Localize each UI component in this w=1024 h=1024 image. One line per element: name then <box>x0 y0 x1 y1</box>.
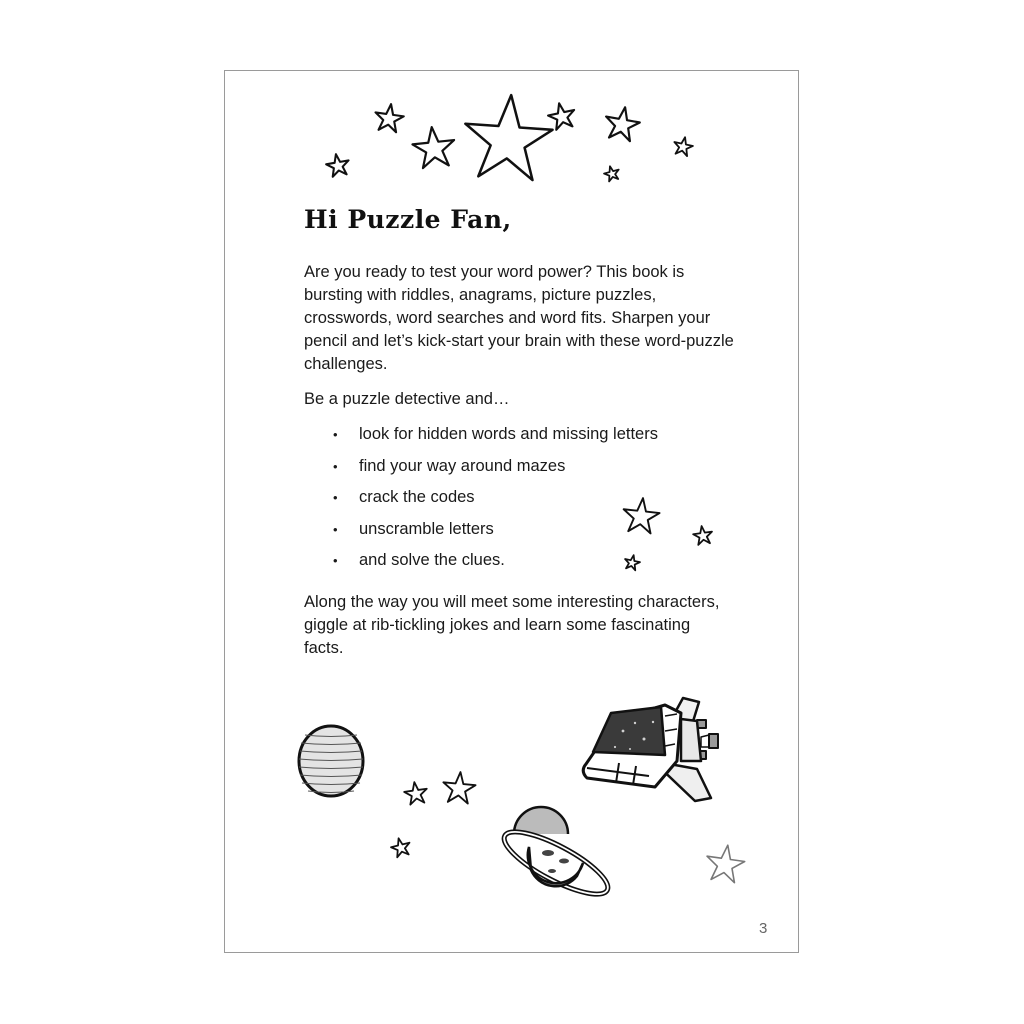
star-icon <box>389 836 412 858</box>
bottom-star-cluster <box>389 771 476 859</box>
book-page <box>224 70 799 953</box>
closing-paragraph: Along the way you will meet some interesting characters, giggle at rib-tickling jokes and learn some fascinating facts. <box>304 593 720 657</box>
star-icon <box>546 101 577 131</box>
list-item-text: crack the codes <box>359 488 475 506</box>
star-icon <box>325 152 351 177</box>
page-number: 3 <box>759 920 768 937</box>
star-icon <box>411 125 457 169</box>
lead-in-text: Be a puzzle detective and… <box>304 390 510 408</box>
list-item-text: and solve the clues. <box>359 551 505 569</box>
star-icon <box>373 102 405 133</box>
bullet-list <box>333 423 658 581</box>
list-item-text: look for hidden words and missing letters <box>359 425 658 443</box>
list-item <box>333 549 658 581</box>
star-icon <box>603 104 642 142</box>
bullet-dot: • <box>333 521 338 537</box>
bullet-dot: • <box>333 458 338 474</box>
list-item-text: find your way around mazes <box>359 456 566 475</box>
page-heading: Hi Puzzle Fan, <box>304 205 512 234</box>
list-item <box>333 455 658 487</box>
bullet-dot: • <box>333 427 338 442</box>
planet-icon <box>299 726 363 796</box>
ringed-planet-icon <box>497 807 615 905</box>
intro-paragraph: Are you ready to test your word power? This book is bursting with riddles, anagrams, picture puzzles, crosswords, word searches and word fits. Sharpen your pencil and let’s kick-start your brain with these word-puzzle challenges. <box>304 263 734 373</box>
spaceship-icon <box>583 698 718 801</box>
star-icon <box>462 92 555 181</box>
star-icon <box>442 771 477 804</box>
list-item <box>333 423 658 455</box>
bullet-dot: • <box>333 490 338 505</box>
top-star-cluster <box>325 92 695 182</box>
star-icon <box>403 781 429 806</box>
star-icon <box>704 843 747 884</box>
bullet-dot: • <box>333 553 338 568</box>
star-icon <box>692 525 713 546</box>
star-icon <box>672 135 694 157</box>
star-icon <box>603 164 621 182</box>
list-item-text: unscramble letters <box>359 519 494 538</box>
list-item <box>333 486 658 518</box>
list-item <box>333 518 658 550</box>
